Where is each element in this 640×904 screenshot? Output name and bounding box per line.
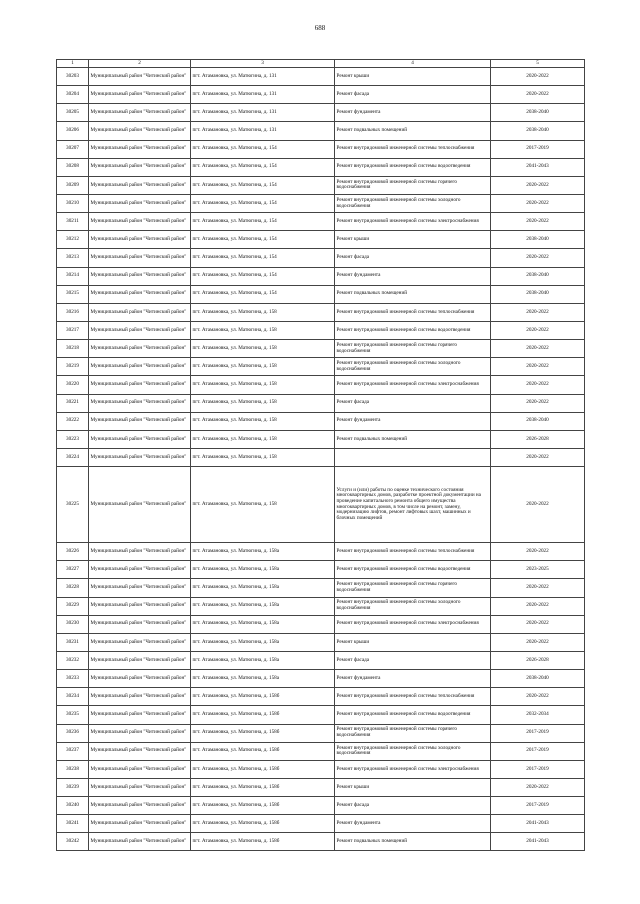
row-number: 30229 [57,597,89,615]
address-cell: пгт. Атамановка, ул. Матюгина, д. 158б [191,815,335,833]
table-row [57,104,585,122]
period-cell: 2017-2019 [491,724,585,742]
row-number: 30217 [57,321,89,339]
address-cell: пгт. Атамановка, ул. Матюгина, д. 131 [191,122,335,140]
address-cell: пгт. Атамановка, ул. Матюгина, д. 158б [191,724,335,742]
address-cell: пгт. Атамановка, ул. Матюгина, д. 158а [191,633,335,651]
row-number: 30240 [57,797,89,815]
table-row [57,340,585,358]
work-type-cell: Ремонт крыши [335,633,491,651]
row-number: 30218 [57,340,89,358]
row-number: 30231 [57,633,89,651]
work-type-cell: Ремонт фасада [335,651,491,669]
work-type-cell: Ремонт внутридомовой инженерной системы электроснабжения [335,615,491,633]
address-cell: пгт. Атамановка, ул. Матюгина, д. 154 [191,158,335,176]
period-cell: 2038-2040 [491,122,585,140]
table-row [57,706,585,724]
district-cell: Муниципальный район "Читинский район" [89,448,191,466]
address-cell: пгт. Атамановка, ул. Матюгина, д. 158а [191,543,335,561]
table-row [57,158,585,176]
period-cell: 2020-2022 [491,249,585,267]
period-cell: 2020-2022 [491,303,585,321]
work-type-cell: Ремонт внутридомовой инженерной системы водоотведения [335,321,491,339]
address-cell: пгт. Атамановка, ул. Матюгина, д. 131 [191,86,335,104]
table-row [57,467,585,543]
row-number: 30209 [57,176,89,194]
district-cell: Муниципальный район "Читинский район" [89,140,191,158]
row-number: 30216 [57,303,89,321]
work-type-cell: Ремонт фасада [335,797,491,815]
row-number: 30221 [57,394,89,412]
row-number: 30232 [57,651,89,669]
table-row [57,86,585,104]
period-cell: 2038-2040 [491,670,585,688]
work-type-cell: Ремонт подвальных помещений [335,430,491,448]
address-cell: пгт. Атамановка, ул. Матюгина, д. 158 [191,448,335,466]
row-number: 30239 [57,778,89,796]
work-type-cell: Ремонт фундамента [335,267,491,285]
table-row [57,249,585,267]
period-cell: 2020-2022 [491,688,585,706]
address-cell: пгт. Атамановка, ул. Матюгина, д. 131 [191,104,335,122]
work-type-cell: Ремонт фундамента [335,670,491,688]
table-row [57,760,585,778]
row-number: 30215 [57,285,89,303]
row-number: 30214 [57,267,89,285]
column-header: 5 [491,60,585,68]
work-type-cell: Ремонт внутридомовой инженерной системы горячего водоснабжения [335,176,491,194]
period-cell: 2020-2022 [491,543,585,561]
period-cell: 2020-2022 [491,615,585,633]
table-row [57,597,585,615]
table-row [57,688,585,706]
period-cell: 2020-2022 [491,321,585,339]
row-number: 30242 [57,833,89,851]
address-cell: пгт. Атамановка, ул. Матюгина, д. 158 [191,376,335,394]
work-type-cell: Ремонт внутридомовой инженерной системы горячего водоснабжения [335,579,491,597]
district-cell: Муниципальный район "Читинский район" [89,467,191,543]
table-row [57,742,585,760]
table-row [57,303,585,321]
district-cell: Муниципальный район "Читинский район" [89,742,191,760]
row-number: 30212 [57,231,89,249]
work-type-cell: Ремонт внутридомовой инженерной системы горячего водоснабжения [335,724,491,742]
address-cell: пгт. Атамановка, ул. Матюгина, д. 158 [191,340,335,358]
table-row [57,448,585,466]
address-cell: пгт. Атамановка, ул. Матюгина, д. 158а [191,615,335,633]
table-row [57,833,585,851]
work-type-cell [335,448,491,466]
work-type-cell: Ремонт внутридомовой инженерной системы теплоснабжения [335,543,491,561]
column-header: 3 [191,60,335,68]
address-cell: пгт. Атамановка, ул. Матюгина, д. 158б [191,797,335,815]
period-cell: 2020-2022 [491,778,585,796]
district-cell: Муниципальный район "Читинский район" [89,651,191,669]
address-cell: пгт. Атамановка, ул. Матюгина, д. 158б [191,778,335,796]
row-number: 30226 [57,543,89,561]
work-type-cell: Ремонт крыши [335,778,491,796]
address-cell: пгт. Атамановка, ул. Матюгина, д. 158а [191,561,335,579]
address-cell: пгт. Атамановка, ул. Матюгина, д. 154 [191,267,335,285]
address-cell: пгт. Атамановка, ул. Матюгина, д. 158 [191,321,335,339]
row-number: 30233 [57,670,89,688]
row-number: 30213 [57,249,89,267]
row-number: 30225 [57,467,89,543]
period-cell: 2041-2043 [491,158,585,176]
period-cell: 2020-2022 [491,597,585,615]
table-row [57,68,585,86]
period-cell: 2041-2043 [491,833,585,851]
work-type-cell: Ремонт внутридомовой инженерной системы холодного водоснабжения [335,597,491,615]
district-cell: Муниципальный район "Читинский район" [89,194,191,212]
row-number: 30203 [57,68,89,86]
district-cell: Муниципальный район "Читинский район" [89,303,191,321]
district-cell: Муниципальный район "Читинский район" [89,412,191,430]
column-header: 2 [89,60,191,68]
period-cell: 2026-2028 [491,651,585,669]
table-row [57,213,585,231]
address-cell: пгт. Атамановка, ул. Матюгина, д. 158 [191,358,335,376]
address-cell: пгт. Атамановка, ул. Матюгина, д. 158б [191,833,335,851]
district-cell: Муниципальный район "Читинский район" [89,249,191,267]
period-cell: 2017-2019 [491,140,585,158]
district-cell: Муниципальный район "Читинский район" [89,68,191,86]
work-type-cell: Ремонт внутридомовой инженерной системы водоотведения [335,561,491,579]
work-type-cell: Ремонт внутридомовой инженерной системы холодного водоснабжения [335,742,491,760]
table-row [57,321,585,339]
work-type-cell: Ремонт внутридомовой инженерной системы горячего водоснабжения [335,340,491,358]
row-number: 30205 [57,104,89,122]
page-number: 688 [314,24,326,32]
district-cell: Муниципальный район "Читинский район" [89,104,191,122]
table-row [57,140,585,158]
district-cell: Муниципальный район "Читинский район" [89,724,191,742]
period-cell: 2020-2022 [491,340,585,358]
row-number: 30210 [57,194,89,212]
address-cell: пгт. Атамановка, ул. Матюгина, д. 154 [191,285,335,303]
table-row [57,815,585,833]
district-cell: Муниципальный район "Читинский район" [89,670,191,688]
table-row [57,394,585,412]
address-cell: пгт. Атамановка, ул. Матюгина, д. 154 [191,194,335,212]
address-cell: пгт. Атамановка, ул. Матюгина, д. 131 [191,68,335,86]
row-number: 30230 [57,615,89,633]
district-cell: Муниципальный район "Читинский район" [89,122,191,140]
period-cell: 2020-2022 [491,358,585,376]
work-type-cell: Ремонт фундамента [335,815,491,833]
work-type-cell: Ремонт внутридомовой инженерной системы холодного водоснабжения [335,358,491,376]
district-cell: Муниципальный район "Читинский район" [89,706,191,724]
row-number: 30220 [57,376,89,394]
row-number: 30224 [57,448,89,466]
row-number: 30238 [57,760,89,778]
district-cell: Муниципальный район "Читинский район" [89,815,191,833]
table-row [57,285,585,303]
table-row [57,122,585,140]
period-cell: 2038-2040 [491,267,585,285]
address-cell: пгт. Атамановка, ул. Матюгина, д. 154 [191,249,335,267]
work-type-cell: Ремонт внутридомовой инженерной системы электроснабжения [335,213,491,231]
district-cell: Муниципальный район "Читинский район" [89,285,191,303]
period-cell: 2017-2019 [491,760,585,778]
district-cell: Муниципальный район "Читинский район" [89,231,191,249]
table-row [57,651,585,669]
row-number: 30211 [57,213,89,231]
period-cell: 2020-2022 [491,86,585,104]
row-number: 30206 [57,122,89,140]
table-row [57,267,585,285]
period-cell: 2020-2022 [491,194,585,212]
row-number: 30227 [57,561,89,579]
table-row [57,176,585,194]
row-number: 30204 [57,86,89,104]
district-cell: Муниципальный район "Читинский район" [89,688,191,706]
district-cell: Муниципальный район "Читинский район" [89,833,191,851]
district-cell: Муниципальный район "Читинский район" [89,615,191,633]
period-cell: 2020-2022 [491,633,585,651]
address-cell: пгт. Атамановка, ул. Матюгина, д. 154 [191,176,335,194]
work-type-cell: Ремонт внутридомовой инженерной системы холодного водоснабжения [335,194,491,212]
table-row [57,543,585,561]
address-cell: пгт. Атамановка, ул. Матюгина, д. 158б [191,760,335,778]
address-cell: пгт. Атамановка, ул. Матюгина, д. 158а [191,651,335,669]
work-type-cell: Ремонт внутридомовой инженерной системы водоотведения [335,158,491,176]
district-cell: Муниципальный район "Читинский район" [89,430,191,448]
row-number: 30208 [57,158,89,176]
column-header: 1 [57,60,89,68]
work-type-cell: Услуги и (или) работы по оценке технического состояния многоквартирных домов, разработке проектной документации на проведение капитального ремонта общего имущества многоквартирных домов, в том числе на ремонт, замену, модернизацию лифтов, ремонт лифтовых шахт, машинных и блочных помещений [335,467,491,543]
work-type-cell: Ремонт фасада [335,86,491,104]
table-row [57,579,585,597]
address-cell: пгт. Атамановка, ул. Матюгина, д. 158а [191,670,335,688]
period-cell: 2038-2040 [491,412,585,430]
district-cell: Муниципальный район "Читинский район" [89,86,191,104]
address-cell: пгт. Атамановка, ул. Матюгина, д. 158 [191,394,335,412]
address-cell: пгт. Атамановка, ул. Матюгина, д. 158б [191,688,335,706]
district-cell: Муниципальный район "Читинский район" [89,321,191,339]
table-row [57,670,585,688]
work-type-cell: Ремонт фасада [335,394,491,412]
work-type-cell: Ремонт фундамента [335,104,491,122]
row-number: 30235 [57,706,89,724]
district-cell: Муниципальный район "Читинский район" [89,213,191,231]
row-number: 30223 [57,430,89,448]
repair-schedule-table [56,59,585,851]
district-cell: Муниципальный район "Читинский район" [89,543,191,561]
period-cell: 2038-2040 [491,285,585,303]
period-cell: 2026-2028 [491,430,585,448]
work-type-cell: Ремонт фундамента [335,412,491,430]
address-cell: пгт. Атамановка, ул. Матюгина, д. 158а [191,597,335,615]
period-cell: 2017-2019 [491,742,585,760]
table-row [57,194,585,212]
address-cell: пгт. Атамановка, ул. Матюгина, д. 158а [191,579,335,597]
district-cell: Муниципальный район "Читинский район" [89,579,191,597]
table-row [57,231,585,249]
address-cell: пгт. Атамановка, ул. Матюгина, д. 158 [191,467,335,543]
table-row [57,724,585,742]
row-number: 30207 [57,140,89,158]
district-cell: Муниципальный район "Читинский район" [89,394,191,412]
work-type-cell: Ремонт крыши [335,231,491,249]
table-row [57,358,585,376]
address-cell: пгт. Атамановка, ул. Матюгина, д. 158 [191,430,335,448]
work-type-cell: Ремонт внутридомовой инженерной системы электроснабжения [335,376,491,394]
work-type-cell: Ремонт подвальных помещений [335,122,491,140]
period-cell: 2020-2022 [491,176,585,194]
address-cell: пгт. Атамановка, ул. Матюгина, д. 154 [191,140,335,158]
table-row [57,633,585,651]
period-cell: 2020-2022 [491,376,585,394]
district-cell: Муниципальный район "Читинский район" [89,176,191,194]
district-cell: Муниципальный район "Читинский район" [89,760,191,778]
table-row [57,376,585,394]
period-cell: 2020-2022 [491,394,585,412]
district-cell: Муниципальный район "Читинский район" [89,158,191,176]
row-number: 30222 [57,412,89,430]
address-cell: пгт. Атамановка, ул. Матюгина, д. 158б [191,706,335,724]
row-number: 30219 [57,358,89,376]
work-type-cell: Ремонт внутридомовой инженерной системы теплоснабжения [335,303,491,321]
period-cell: 2041-2043 [491,815,585,833]
work-type-cell: Ремонт крыши [335,68,491,86]
address-cell: пгт. Атамановка, ул. Матюгина, д. 154 [191,213,335,231]
address-cell: пгт. Атамановка, ул. Матюгина, д. 158б [191,742,335,760]
address-cell: пгт. Атамановка, ул. Матюгина, д. 158 [191,303,335,321]
address-cell: пгт. Атамановка, ул. Матюгина, д. 158 [191,412,335,430]
district-cell: Муниципальный район "Читинский район" [89,797,191,815]
row-number: 30237 [57,742,89,760]
period-cell: 2020-2022 [491,448,585,466]
period-cell: 2023-2025 [491,561,585,579]
column-header: 4 [335,60,491,68]
table-row [57,778,585,796]
period-cell: 2017-2019 [491,797,585,815]
work-type-cell: Ремонт внутридомовой инженерной системы электроснабжения [335,760,491,778]
district-cell: Муниципальный район "Читинский район" [89,267,191,285]
district-cell: Муниципальный район "Читинский район" [89,633,191,651]
district-cell: Муниципальный район "Читинский район" [89,358,191,376]
row-number: 30236 [57,724,89,742]
work-type-cell: Ремонт подвальных помещений [335,285,491,303]
district-cell: Муниципальный район "Читинский район" [89,340,191,358]
district-cell: Муниципальный район "Читинский район" [89,597,191,615]
period-cell: 2038-2040 [491,104,585,122]
work-type-cell: Ремонт подвальных помещений [335,833,491,851]
district-cell: Муниципальный район "Читинский район" [89,561,191,579]
period-cell: 2020-2022 [491,579,585,597]
table-row [57,561,585,579]
row-number: 30234 [57,688,89,706]
work-type-cell: Ремонт внутридомовой инженерной системы теплоснабжения [335,140,491,158]
table-row [57,615,585,633]
period-cell: 2020-2022 [491,68,585,86]
header-row [57,60,585,68]
period-cell: 2020-2022 [491,467,585,543]
address-cell: пгт. Атамановка, ул. Матюгина, д. 154 [191,231,335,249]
table-row [57,412,585,430]
period-cell: 2038-2040 [491,231,585,249]
period-cell: 2032-2034 [491,706,585,724]
row-number: 30241 [57,815,89,833]
district-cell: Муниципальный район "Читинский район" [89,376,191,394]
work-type-cell: Ремонт фасада [335,249,491,267]
period-cell: 2020-2022 [491,213,585,231]
work-type-cell: Ремонт внутридомовой инженерной системы водоотведения [335,706,491,724]
district-cell: Муниципальный район "Читинский район" [89,778,191,796]
table-row [57,797,585,815]
work-type-cell: Ремонт внутридомовой инженерной системы теплоснабжения [335,688,491,706]
row-number: 30228 [57,579,89,597]
table-row [57,430,585,448]
